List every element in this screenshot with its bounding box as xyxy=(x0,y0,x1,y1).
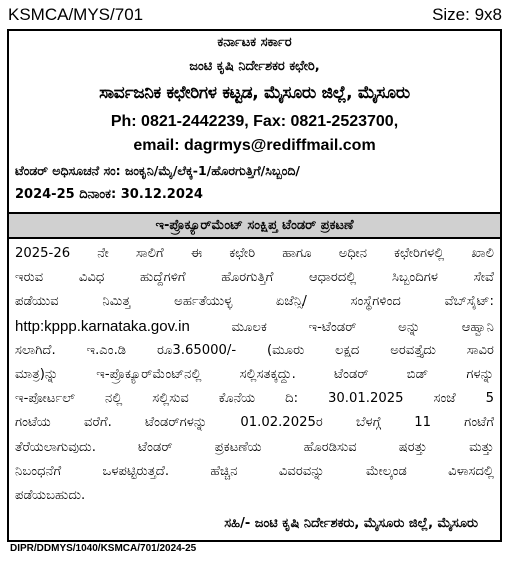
signature-line: ಸಹಿ/- ಜಂಟಿ ಕೃಷಿ ನಿರ್ದೇಶಕರು, ಮೈಸೂರು ಜಿಲ್ಲೆ, ಮೈಸೂರು xyxy=(224,516,478,531)
government-title: ಕರ್ನಾಟಕ ಸರ್ಕಾರ xyxy=(217,35,292,50)
notice-title-band: ಇ-ಪ್ರೊಕ್ಯೂರ್‌ಮೆಂಟ್ ಸಂಕ್ಷಿಪ್ತ ಟೆಂಡರ್ ಪ್ರಕಟಣೆ xyxy=(9,212,500,239)
office-header xyxy=(9,31,500,211)
body-line: ಗಂಟೆಯ ವರೆಗೆ. ಟೆಂಡರ್‌ಗಳನ್ನು 01.02.2025ರ ಬೆಳಗ್ಗೆ 11 ಗಂಟೆಗೆ xyxy=(15,415,494,431)
office-address: ಸಾರ್ವಜನಿಕ ಕಛೇರಿಗಳ ಕಟ್ಟಡ, ಮೈಸೂರು ಜಿಲ್ಲೆ, ಮೈಸೂರು xyxy=(99,83,410,103)
body-line: ನಿಬಂಧನೆಗೆ ಒಳಪಟ್ಟಿರುತ್ತದೆ. ಹೆಚ್ಚಿನ ವಿವರವನ್ನು ಮೇಲ್ಕಂಡ ವಿಳಾಸದಲ್ಲಿ xyxy=(15,463,494,479)
website-url: http:kppp.karnataka.gov.in xyxy=(15,317,190,335)
ad-size: Size: 9x8 xyxy=(432,5,502,24)
notice-body xyxy=(15,242,494,508)
body-line: ಇರುವ ವಿವಿಧ ಹುದ್ದೆಗಳಿಗೆ ಹೊರಗುತ್ತಿಗೆ ಆಧಾರದಲ್ಲಿ ಸಿಬ್ಬಂದಿಗಳ ಸೇವೆ xyxy=(15,270,494,286)
body-line: 2025-26 ನೇ ಸಾಲಿಗೆ ಈ ಕಛೇರಿ ಹಾಗೂ ಅಧೀನ ಕಛೇರಿಗಳಲ್ಲಿ ಖಾಲಿ xyxy=(15,246,494,261)
footer-reference: DIPR/DDMYS/1040/KSMCA/701/2024-25 xyxy=(10,543,197,554)
body-line-text: ಮೂಲಕ ಇ-ಟೆಂಡರ್ ಅನ್ನು ಆಹ್ವಾನಿ xyxy=(189,319,494,335)
body-line: ಸಲಾಗಿದೆ. ಇ.ಎಂ.ಡಿ ರೂ3.65000/- (ಮೂರು ಲಕ್ಷದ ಅರವತ್ತೈದು ಸಾವಿರ xyxy=(15,342,494,358)
body-line: ಪಡೆಯುವ ನಿಮಿತ್ತ ಅರ್ಹತೆಯುಳ್ಳ ಏಜೆನ್ಸಿ/ ಸಂಸ್ಥೆಗಳಿಂದ ವೆಬ್‌ಸೈಟ್: xyxy=(15,294,494,310)
body-line: ಇ-ಪೋರ್ಟಲ್ ನಲ್ಲಿ ಸಲ್ಲಿಸುವ ಕೊನೆಯ ದಿ: 30.01.2025 ಸಂಜೆ 5 xyxy=(15,391,494,407)
tender-notice-date: 2024-25 ದಿನಾಂಕ: 30.12.2024 xyxy=(15,187,203,202)
ad-topline xyxy=(0,0,510,28)
contact-phone-fax: Ph: 0821-2442239, Fax: 0821-2523700, xyxy=(110,113,399,130)
contact-email: email: dagrmys@rediffmail.com xyxy=(133,137,376,154)
body-line: ತೆರೆಯಲಾಗುವುದು. ಟೆಂಡರ್ ಪ್ರಕಟಣೆಯ ಹೊರಡಿಸುವ ಷರತ್ತು ಮತ್ತು xyxy=(15,439,494,455)
office-name: ಜಂಟಿ ಕೃಷಿ ನಿರ್ದೇಶಕರ ಕಛೇರಿ, xyxy=(189,59,320,74)
body-line xyxy=(15,315,494,339)
tender-notice-number: ಟೆಂಡರ್ ಅಧಿಸೂಚನೆ ಸಂ: ಜಂಕೃನಿ/ಮೈ/ಲೆಕ್ಕ-1/ಹೊರಗುತ್ತಿಗೆ/ಸಿಬ್ಬಂದಿ/ xyxy=(15,163,300,178)
body-line: ಮಾತ್ರ)ನ್ನು ಇ-ಪ್ರೊಕ್ಯೂರ್‌ಮೆಂಟ್‌ನಲ್ಲಿ ಸಲ್ಲಿಸತಕ್ಕದ್ದು. ಟೆಂಡರ್ ಬಿಡ್ ಗಳನ್ನು xyxy=(15,366,494,382)
body-line: ಪಡೆಯಬಹುದು. xyxy=(15,487,86,503)
ad-reference: KSMCA/MYS/701 xyxy=(8,5,144,24)
tender-notice-frame xyxy=(7,29,502,542)
